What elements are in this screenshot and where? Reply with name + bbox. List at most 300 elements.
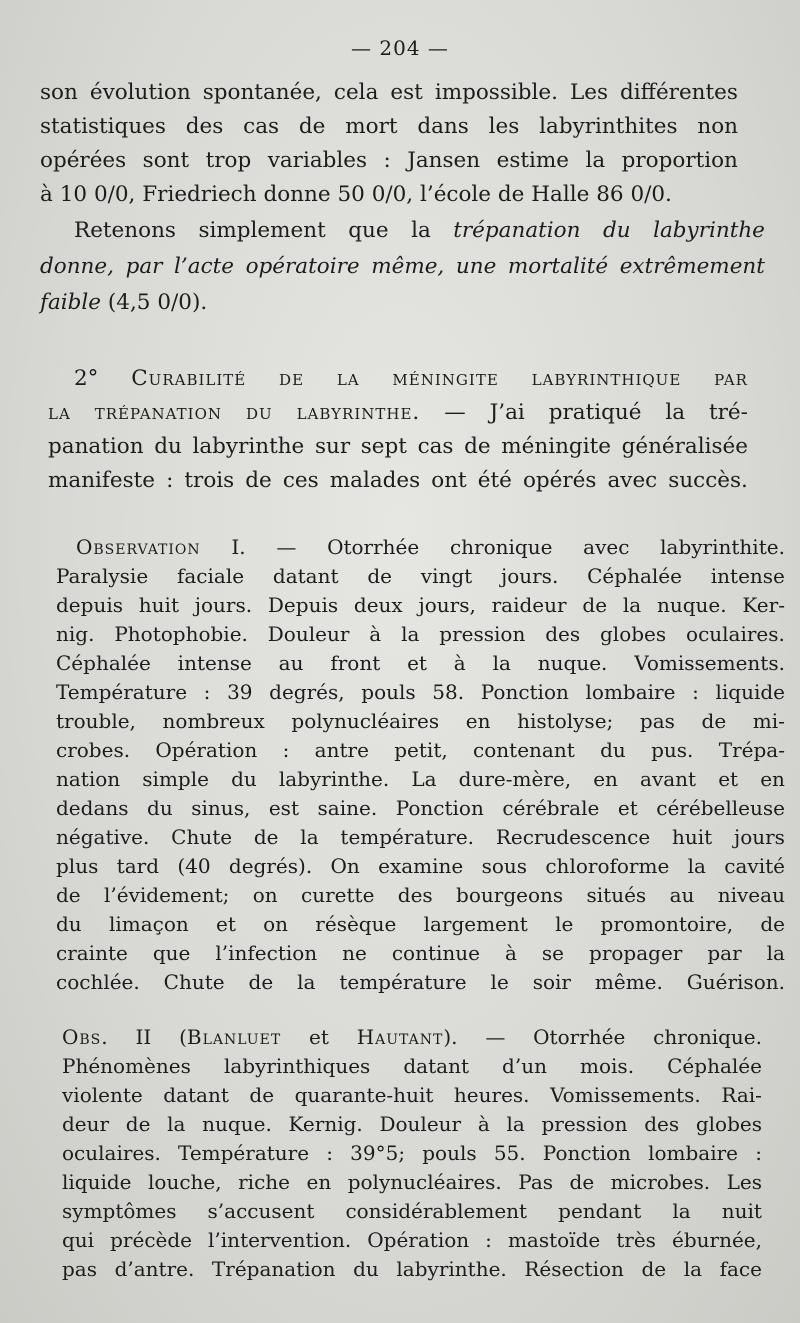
word: mois.	[580, 1054, 635, 1078]
word: panation	[48, 434, 144, 459]
word: Friedriech	[142, 182, 257, 207]
word: Chute	[163, 970, 225, 994]
word: négative.	[56, 825, 150, 849]
word: (Blanluet	[179, 1025, 282, 1049]
word: faible	[40, 290, 102, 315]
word: 55.	[493, 1141, 526, 1165]
word: donne,	[40, 254, 114, 279]
word: cas	[417, 434, 454, 459]
word: température.	[340, 825, 475, 849]
word: à	[40, 182, 53, 207]
word: différentes	[620, 80, 738, 105]
word: petit,	[394, 738, 448, 762]
word: du	[154, 434, 182, 459]
word: cas	[243, 114, 280, 139]
word: :	[692, 680, 699, 704]
word: crainte	[56, 941, 128, 965]
text-line	[48, 402, 748, 424]
word: Phénomènes	[62, 1054, 191, 1078]
word: II	[135, 1025, 152, 1049]
word: :	[326, 1141, 333, 1165]
word: la	[336, 366, 360, 391]
word: Chute	[171, 825, 233, 849]
word: de	[248, 970, 274, 994]
word: qui	[62, 1228, 95, 1252]
word: 0/0.	[630, 182, 672, 207]
word: labyrinthiques	[223, 1054, 371, 1078]
word: histolyse;	[517, 709, 614, 733]
word: Les	[569, 80, 609, 105]
word: opératoire	[245, 254, 360, 279]
word: datant	[163, 1083, 229, 1107]
word: chronique	[449, 535, 553, 559]
word: oculaires.	[686, 622, 785, 646]
word: à	[477, 1112, 490, 1136]
word: du	[147, 796, 173, 820]
word: Ponction	[480, 680, 569, 704]
text-line	[62, 1172, 762, 1192]
word: datant	[403, 1054, 469, 1078]
word: nuit	[721, 1199, 762, 1223]
word: 10	[59, 182, 88, 207]
word: trois	[184, 468, 235, 493]
word: pas	[62, 1257, 97, 1281]
word: contenant	[473, 738, 575, 762]
word: avec	[607, 468, 658, 493]
word: Température	[178, 1141, 310, 1165]
word: On	[330, 854, 360, 878]
word: une	[455, 254, 497, 279]
word: non	[697, 114, 738, 139]
text-line	[62, 1114, 762, 1134]
word: de	[245, 468, 272, 493]
word: Céphalée	[56, 651, 151, 675]
word: s’accusent	[207, 1199, 315, 1223]
word: Ponction	[542, 1141, 631, 1165]
word: avant	[640, 767, 697, 791]
word: labyrinthe.	[278, 767, 390, 791]
word: Pas	[518, 1170, 554, 1194]
word: de	[367, 564, 392, 588]
word: pression	[541, 1112, 628, 1136]
word: spontanée,	[202, 80, 322, 105]
word: de	[701, 709, 727, 733]
text-line	[56, 595, 785, 615]
word: ne	[342, 941, 367, 965]
word: opérées	[40, 148, 127, 173]
word: oculaires.	[62, 1141, 161, 1165]
word: et	[309, 1025, 329, 1049]
word: la	[585, 148, 606, 173]
word: bourgeons	[456, 883, 564, 907]
word: nation	[56, 767, 121, 791]
word: symptômes	[62, 1199, 177, 1223]
word: labyrinthe.	[396, 1257, 507, 1281]
word: Curabilité	[131, 366, 247, 391]
text-line	[62, 1056, 762, 1076]
word: on	[263, 912, 289, 936]
word: pratiqué	[548, 400, 642, 425]
word: de	[298, 114, 326, 139]
word: nombreux	[162, 709, 265, 733]
word: la	[622, 593, 642, 617]
word: Ponction	[395, 796, 484, 820]
word: l’évidement;	[104, 883, 230, 907]
word: 0/0).	[157, 290, 208, 315]
word: :	[383, 148, 391, 173]
word: et	[216, 912, 236, 936]
word: nig.	[56, 622, 95, 646]
word: dure-mère,	[458, 767, 572, 791]
word: pus.	[651, 738, 694, 762]
word: Hautant).	[356, 1025, 458, 1049]
word: intense	[177, 651, 252, 675]
text-line	[74, 220, 765, 242]
word: Température	[56, 680, 188, 704]
word: intense	[710, 564, 785, 588]
word: limaçon	[108, 912, 189, 936]
word: du	[245, 400, 273, 425]
word: cela	[333, 80, 379, 105]
word: pouls	[361, 680, 416, 704]
word: Trépa-	[718, 738, 785, 762]
word: extrêmement	[619, 254, 765, 279]
text-line	[48, 470, 748, 492]
text-line	[56, 827, 785, 847]
word: face	[719, 1257, 762, 1281]
word: (40	[177, 854, 211, 878]
word: deux	[353, 593, 403, 617]
text-line	[40, 116, 738, 138]
word: succès.	[668, 468, 748, 493]
word: Opération	[367, 1228, 470, 1252]
word: en	[306, 1170, 332, 1194]
word: Vomissements.	[550, 1083, 701, 1107]
word: la	[48, 400, 71, 425]
word: dans	[417, 114, 469, 139]
word: Otorrhée	[533, 1025, 626, 1049]
word: heures.	[453, 1083, 530, 1107]
word: à	[369, 622, 382, 646]
word: deur	[62, 1112, 110, 1136]
word: chloroforme	[545, 854, 670, 878]
word: —	[485, 1025, 506, 1049]
word: par	[707, 941, 742, 965]
word: ces	[282, 468, 319, 493]
word: du	[602, 218, 631, 243]
text-line	[56, 972, 785, 992]
word: de	[641, 1257, 667, 1281]
word: est	[268, 796, 299, 820]
text-line	[74, 368, 748, 390]
word: curette	[301, 883, 375, 907]
text-line	[56, 885, 785, 905]
word: pendant	[558, 1199, 642, 1223]
word: en	[760, 767, 785, 791]
word: on	[252, 883, 278, 907]
word: propager	[589, 941, 683, 965]
word: et	[407, 651, 427, 675]
word: son	[40, 80, 78, 105]
word: à	[453, 651, 466, 675]
word: simple	[142, 767, 209, 791]
word: mortalité	[507, 254, 609, 279]
word: violente	[62, 1083, 143, 1107]
word: 50	[337, 182, 365, 207]
word: nuque.	[202, 1112, 272, 1136]
word: trépanation	[94, 400, 223, 425]
word: à	[505, 941, 517, 965]
word: la	[411, 218, 431, 243]
word: la	[687, 854, 706, 878]
word: pas	[639, 709, 675, 733]
text-line	[62, 1230, 762, 1250]
word: promontoire,	[600, 912, 734, 936]
word: lombaire	[648, 1141, 739, 1165]
word: les	[488, 114, 520, 139]
word: méningite	[501, 434, 611, 459]
word: soir	[532, 970, 571, 994]
word: labyrinthite.	[660, 535, 785, 559]
word: même,	[371, 254, 445, 279]
word: et	[617, 796, 638, 820]
word: cavité	[724, 854, 785, 878]
word: examine	[378, 854, 464, 878]
word: avec	[583, 535, 630, 559]
word: trépanation	[453, 218, 581, 243]
word: de	[249, 1083, 275, 1107]
page-number: — 204 —	[351, 36, 449, 60]
word: front	[330, 651, 381, 675]
word: été	[477, 468, 512, 493]
word: l’intervention.	[208, 1228, 352, 1252]
word: 0/0,	[371, 182, 414, 207]
word: antre	[314, 738, 369, 762]
word: malades	[329, 468, 421, 493]
text-line	[56, 769, 785, 789]
word: faciale	[176, 564, 245, 588]
word: microbes.	[610, 1170, 711, 1194]
word: Ker-	[742, 593, 785, 617]
word: impossible.	[434, 80, 558, 105]
word: 2°	[74, 366, 99, 391]
word: raideur	[491, 593, 567, 617]
word: jours.	[194, 593, 253, 617]
word: de	[464, 434, 491, 459]
word: quarante-huit	[294, 1083, 434, 1107]
word: du	[231, 767, 257, 791]
word: saine.	[317, 796, 378, 820]
word: situés	[586, 883, 647, 907]
word: généralisée	[621, 434, 748, 459]
word: huit	[672, 825, 713, 849]
word: crobes.	[56, 738, 131, 762]
word: globes	[695, 1112, 762, 1136]
word: datant	[272, 564, 339, 588]
word: polynucléaires	[291, 709, 440, 733]
word: considérablement	[345, 1199, 528, 1223]
word: Douleur	[267, 622, 350, 646]
word: sinus,	[191, 796, 251, 820]
word: trop	[205, 148, 252, 173]
word: Opération	[155, 738, 258, 762]
text-line	[56, 943, 785, 963]
word: manifeste	[48, 468, 156, 493]
word: lombaire	[585, 680, 676, 704]
word: Les	[726, 1170, 762, 1194]
word: que	[152, 941, 191, 965]
word: degrés).	[228, 854, 313, 878]
word: d’antre.	[114, 1257, 195, 1281]
word: labyrinthites	[539, 114, 678, 139]
word: par	[125, 254, 163, 279]
word: Depuis	[267, 593, 339, 617]
text-line	[40, 292, 765, 314]
word: l’acte	[174, 254, 234, 279]
word: la	[683, 1257, 703, 1281]
word: J’ai	[489, 400, 525, 425]
text-line	[62, 1143, 762, 1163]
word: degrés,	[269, 680, 345, 704]
word: et	[718, 767, 739, 791]
word: Observation	[76, 535, 201, 559]
text-line	[56, 624, 785, 644]
word: Vomissements.	[634, 651, 785, 675]
word: Jansen	[407, 148, 481, 173]
word: vingt	[420, 564, 473, 588]
word: Paralysie	[56, 564, 149, 588]
word: Guérison.	[686, 970, 785, 994]
word: La	[411, 767, 437, 791]
word: des	[644, 1112, 680, 1136]
word: labyrinthe	[192, 434, 305, 459]
word: statistiques	[40, 114, 166, 139]
word: 39°5;	[350, 1141, 406, 1165]
word: la	[665, 400, 686, 425]
word: de	[569, 1170, 595, 1194]
word: de	[279, 366, 305, 391]
word: proportion	[621, 148, 738, 173]
word: pouls	[422, 1141, 477, 1165]
word: se	[541, 941, 565, 965]
word: méningite	[392, 366, 499, 391]
word: le	[490, 970, 509, 994]
word: (4,5	[107, 290, 151, 315]
text-line	[62, 1201, 762, 1221]
word: de	[497, 182, 525, 207]
word: Halle	[531, 182, 590, 207]
word: la	[297, 970, 316, 994]
word: très	[616, 1228, 656, 1252]
word: éburnée,	[671, 1228, 762, 1252]
word: :	[755, 1141, 762, 1165]
word: tré-	[709, 400, 748, 425]
word: la	[672, 1199, 691, 1223]
word: Trépanation	[211, 1257, 336, 1281]
word: de	[56, 883, 81, 907]
word: au	[278, 651, 304, 675]
word: 0/0,	[93, 182, 136, 207]
text-line	[56, 682, 785, 702]
word: simplement	[198, 218, 326, 243]
word: :	[282, 738, 290, 762]
word: labyrinthique	[531, 366, 682, 391]
word: chronique.	[653, 1025, 762, 1049]
word: que	[348, 218, 389, 243]
word: la	[506, 1112, 525, 1136]
word: du	[353, 1257, 379, 1281]
word: mastoïde	[507, 1228, 601, 1252]
text-line	[62, 1027, 762, 1047]
word: température	[339, 970, 467, 994]
word: de	[253, 825, 279, 849]
word: :	[203, 680, 211, 704]
word: cochlée.	[56, 970, 140, 994]
word: du	[600, 738, 626, 762]
word: même.	[594, 970, 663, 994]
word: jours,	[418, 593, 476, 617]
word: liquide	[715, 680, 785, 704]
text-line	[40, 256, 765, 278]
word: louche,	[148, 1170, 222, 1194]
word: plus	[56, 854, 99, 878]
word: globes	[600, 622, 667, 646]
text-line	[48, 436, 748, 458]
word: I.	[231, 535, 246, 559]
word: sous	[481, 854, 528, 878]
word: donne	[263, 182, 331, 207]
word: mort	[345, 114, 398, 139]
word: mi-	[752, 709, 785, 733]
word: la	[492, 651, 511, 675]
word: résèque	[315, 912, 397, 936]
word: la	[766, 941, 785, 965]
word: au	[669, 883, 695, 907]
word: la	[167, 1112, 186, 1136]
word: des	[545, 622, 581, 646]
word: est	[390, 80, 423, 105]
word: Otorrhée	[327, 535, 420, 559]
word: nuque.	[537, 651, 608, 675]
word: depuis	[56, 593, 123, 617]
word: niveau	[717, 883, 785, 907]
word: Céphalée	[667, 1054, 762, 1078]
word: l’école	[420, 182, 492, 207]
word: la	[401, 622, 420, 646]
text-line	[56, 798, 785, 818]
word: l’infection	[215, 941, 318, 965]
word: 86	[596, 182, 624, 207]
word: le	[555, 912, 574, 936]
text-line	[56, 711, 785, 731]
word: Kernig.	[288, 1112, 363, 1136]
text-line	[56, 740, 785, 760]
word: nuque.	[656, 593, 727, 617]
word: des	[397, 883, 433, 907]
text-line	[40, 184, 738, 206]
word: tard	[116, 854, 159, 878]
word: du	[56, 912, 82, 936]
word: la	[300, 825, 319, 849]
word: variables	[267, 148, 368, 173]
word: jours.	[501, 564, 559, 588]
word: opérés	[522, 468, 597, 493]
word: des	[185, 114, 224, 139]
text-line	[56, 856, 785, 876]
word: —	[444, 400, 466, 425]
word: de	[125, 1112, 151, 1136]
word: :	[485, 1228, 492, 1252]
